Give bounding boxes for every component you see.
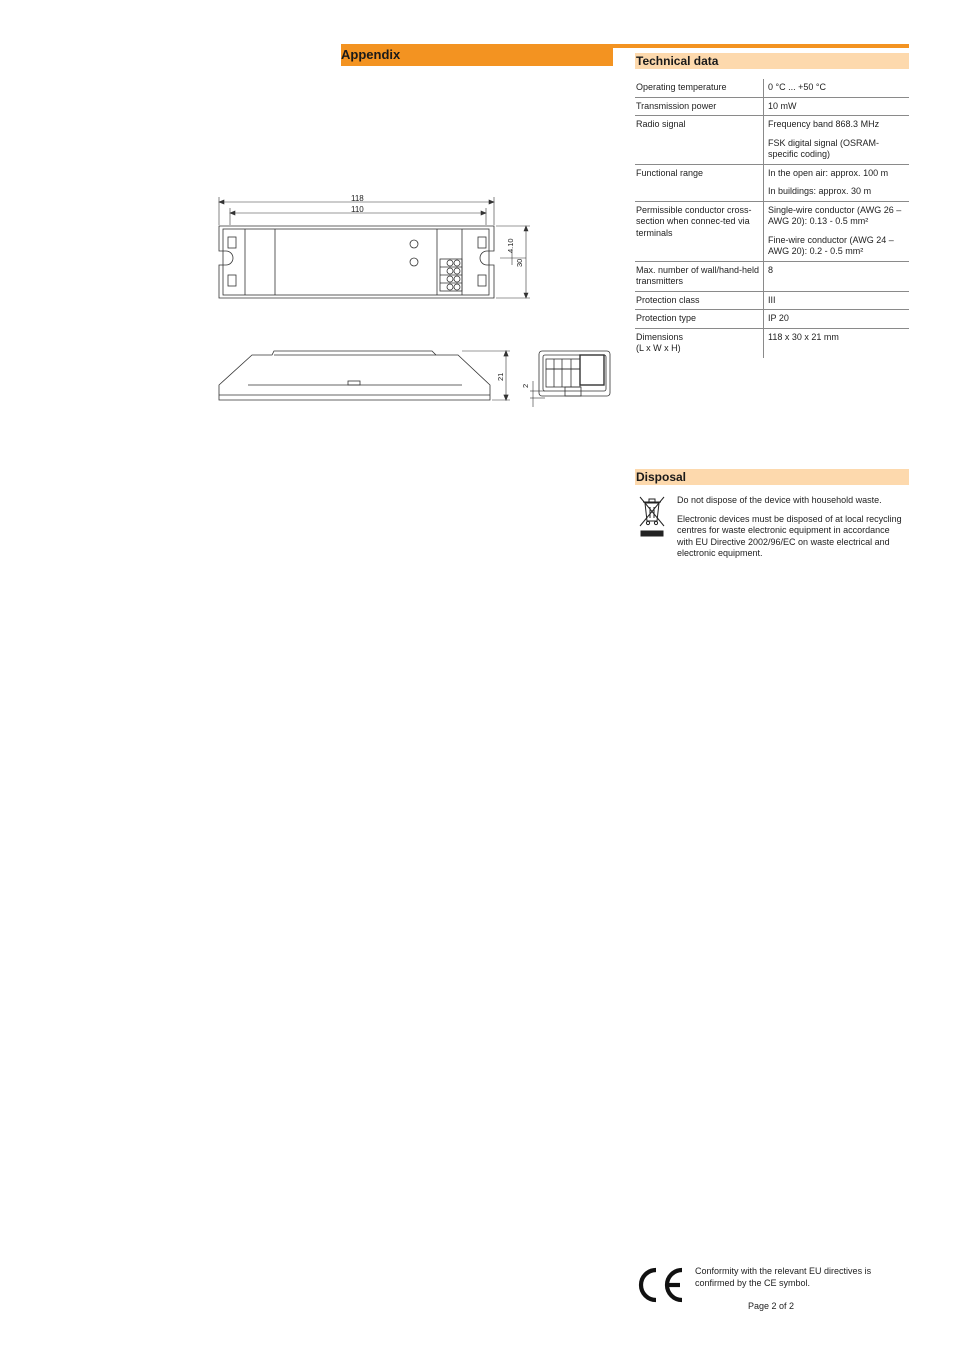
- technical-data-key: [635, 201, 764, 261]
- disposal-title: Disposal: [636, 470, 687, 484]
- technical-data-value-line: IP 20: [768, 313, 789, 323]
- technical-data-key-line: Functional range: [636, 167, 704, 178]
- technical-data-value: [764, 291, 910, 310]
- technical-data-value: [764, 164, 910, 201]
- side-view: [219, 351, 510, 400]
- end-view: [530, 351, 610, 407]
- technical-data-value-line: 118 x 30 x 21 mm: [768, 331, 839, 342]
- technical-data-value-line: Single-wire conductor (AWG 26 – AWG 20): 0.13 - 0.5 mm²: [768, 204, 902, 226]
- technical-data-row: [635, 201, 909, 261]
- technical-data-row: [635, 291, 909, 310]
- technical-data-row: [635, 164, 909, 201]
- technical-data-key-line: Protection type: [636, 313, 697, 323]
- technical-data-key-line: Max. number of wall/hand-held transmitters: [636, 264, 760, 286]
- technical-data-value-line: 10 mW: [768, 100, 797, 111]
- dim-width: 30: [515, 258, 524, 267]
- technical-data-value-line: Frequency band 868.3 MHz: [768, 119, 880, 129]
- ce-mark-icon: [636, 1267, 686, 1303]
- technical-data-value-line: 8: [768, 264, 774, 275]
- disposal-text: [677, 495, 907, 567]
- disposal-paragraph-2: Electronic devices must be disposed of at local recycling centres for waste electronic equipment in accordance with EU Directive 2002/96/EC on waste electrical and electronic equipment.: [677, 513, 902, 558]
- technical-data-key-line: Dimensions: [636, 331, 684, 342]
- technical-data-key-line: Permissible conductor cross-section when connec-ted via terminals: [636, 204, 752, 238]
- technical-data-value: [764, 79, 910, 97]
- ce-text: Conformity with the relevant EU directives is confirmed by the CE symbol.: [695, 1266, 872, 1288]
- technical-data-value: [764, 201, 910, 261]
- technical-data-value: [764, 310, 910, 329]
- technical-data-key-line: (L x W x H): [636, 343, 681, 353]
- technical-data-value-line: FSK digital signal (OSRAM-specific coding): [768, 137, 880, 159]
- dim-foot: 2: [521, 383, 530, 388]
- technical-data-row: [635, 261, 909, 291]
- technical-data-value-line: III: [768, 294, 776, 305]
- technical-data-key: [635, 116, 764, 165]
- technical-data-key-line: Transmission power: [636, 100, 717, 111]
- technical-data-title: Technical data: [636, 54, 719, 68]
- top-view: [219, 226, 526, 298]
- technical-data-value-line: Fine-wire conductor (AWG 24 – AWG 20): 0.2 - 0.5 mm²: [768, 234, 894, 256]
- technical-data-value: [764, 261, 910, 291]
- dimension-drawing: [200, 185, 620, 415]
- technical-data-value: [764, 97, 910, 116]
- technical-data-row: [635, 328, 909, 358]
- technical-data-value: [764, 328, 910, 358]
- appendix-title: Appendix: [341, 47, 401, 62]
- disposal-paragraph-1: Do not dispose of the device with household waste.: [677, 495, 882, 505]
- technical-data-value-line: In the open air: approx. 100 m: [768, 167, 889, 178]
- technical-data-key-line: Radio signal: [636, 119, 686, 129]
- technical-data-key: [635, 310, 764, 329]
- technical-data-row: [635, 116, 909, 165]
- page-number: Page 2 of 2: [748, 1301, 795, 1311]
- technical-data-key-line: Operating temperature: [636, 82, 727, 92]
- technical-data-key: [635, 261, 764, 291]
- technical-data-table: [635, 79, 909, 358]
- technical-data-key: [635, 328, 764, 358]
- technical-data-value-line: 0 °C ... +50 °C: [768, 82, 826, 92]
- dim-length-inner: 110: [351, 205, 364, 214]
- technical-data-key: [635, 291, 764, 310]
- dim-height: 21: [496, 372, 505, 381]
- technical-data-key: [635, 164, 764, 201]
- technical-data-key: [635, 79, 764, 97]
- dimension-lines-right: [496, 226, 530, 298]
- dim-length-outer: 118: [351, 194, 364, 203]
- technical-data-row: [635, 79, 909, 97]
- technical-data-value-line: In buildings: approx. 30 m: [768, 186, 872, 196]
- technical-data-row: [635, 310, 909, 329]
- technical-data-row: [635, 97, 909, 116]
- technical-data-value: [764, 116, 910, 165]
- crossed-out-wheelie-bin-icon: [638, 495, 666, 537]
- technical-data-key: [635, 97, 764, 116]
- dim-hole: 4.10: [506, 238, 515, 253]
- technical-data-key-line: Protection class: [636, 294, 700, 305]
